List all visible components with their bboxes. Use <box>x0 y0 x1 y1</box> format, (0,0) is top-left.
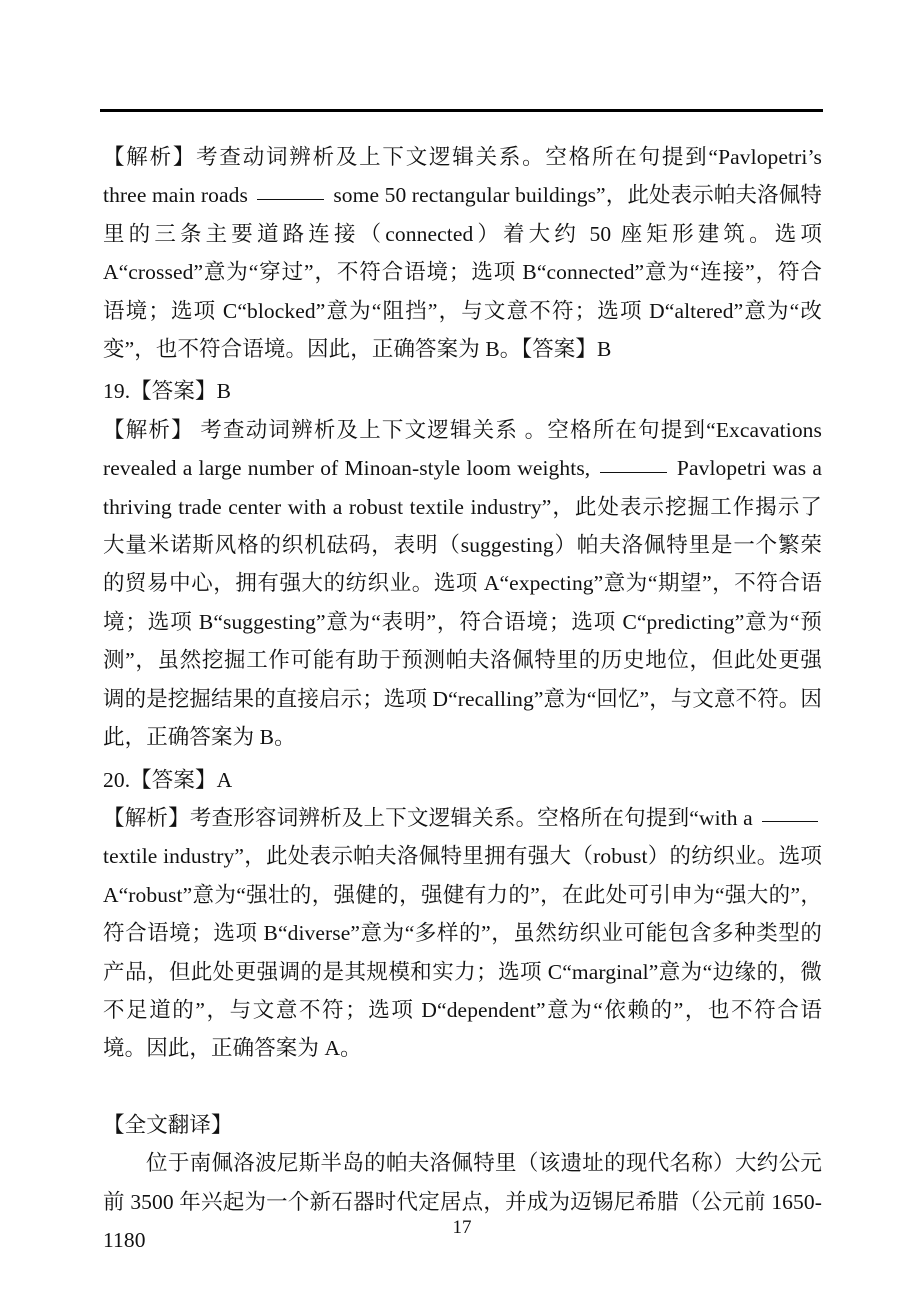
translation-section-heading: 【全文翻译】 <box>103 1112 233 1137</box>
cloze-blank-20 <box>762 802 818 823</box>
q20-answer-label: 20.【答案】A <box>103 767 233 792</box>
q20-analysis-text-before-blank: 【解析】考查形容词辨析及上下文逻辑关系。空格所在句提到“with a <box>103 805 759 830</box>
page-content-column <box>103 138 822 1259</box>
paragraph-q19-analysis <box>103 411 822 757</box>
paragraph-translation-heading <box>103 1106 822 1144</box>
q18-analysis-text-before-blank: 【解析】考查动词辨析及上下文逻辑关系。空格所在句提到“Pavlopetri’s three main roads <box>103 145 822 208</box>
paragraph-q19-answer <box>103 372 822 410</box>
paragraph-q18-analysis <box>103 138 822 368</box>
q18-analysis-text-after-blank: some 50 rectangular buildings”，此处表示帕夫洛佩特里的三条主要道路连接（connected）着大约 50 座矩形建筑。选项 A“crossed”意为“穿过”，不符合语境；选项 B“connected”意为“连接”，符合语境；选项 C“blocked”意为“阻挡”，与文意不符；选项 D“altered”意为“改变”，也不符合语境。因此，正确答案为 B。【答案】B <box>103 183 822 362</box>
cloze-blank-19 <box>600 452 667 473</box>
header-rule-divider <box>100 109 823 112</box>
paragraph-translation-body <box>103 1144 822 1259</box>
page-number: 17 <box>452 1217 472 1238</box>
q19-answer-label: 19.【答案】B <box>103 379 232 404</box>
translation-body-text: 位于南佩洛波尼斯半岛的帕夫洛佩特里（该遗址的现代名称）大约公元前 3500 年兴起为一个新石器时代定居点，并成为迈锡尼希腊（公元前 1650-1180 <box>103 1151 822 1252</box>
cloze-blank-18 <box>257 179 324 200</box>
paragraph-q20-analysis <box>103 799 822 1068</box>
q20-analysis-text-after-blank: textile industry”，此处表示帕夫洛佩特里拥有强大（robust）的纺织业。选项 A“robust”意为“强壮的，强健的，强健有力的”，在此处可引申为“强大的”，符合语境；选项 B“diverse”意为“多样的”，虽然纺织业可能包含多种类型的产品，但此处更强调的是其规模和实力；选项 C“marginal”意为“边缘的，微不足道的”，与文意不符；选项 D“dependent”意为“依赖的”，也不符合语境。因此，正确答案为 A。 <box>103 844 822 1061</box>
paragraph-q20-answer <box>103 761 822 799</box>
q19-analysis-text-before-blank: 【解析】 考查动词辨析及上下文逻辑关系 。空格所在句提到“Excavations revealed a large number of Minoan-style loom weights, <box>103 417 822 481</box>
q19-analysis-text-after-blank: Pavlopetri was a thriving trade center with a robust textile industry”，此处表示挖掘工作揭示了大量米诺斯风格的织机砝码，表明（suggesting）帕夫洛佩特里是一个繁荣的贸易中心，拥有强大的纺织业。选项 A“expecting”意为“期望”，不符合语境；选项 B“suggesting”意为“表明”，符合语境；选项 C“predicting”意为“预测”，虽然挖掘工作可能有助于预测帕夫洛佩特里的历史地位，但此处更强调的是挖掘结果的直接启示；选项 D“recalling”意为“回忆”，与文意不符。因此，正确答案为 B。 <box>103 456 822 750</box>
